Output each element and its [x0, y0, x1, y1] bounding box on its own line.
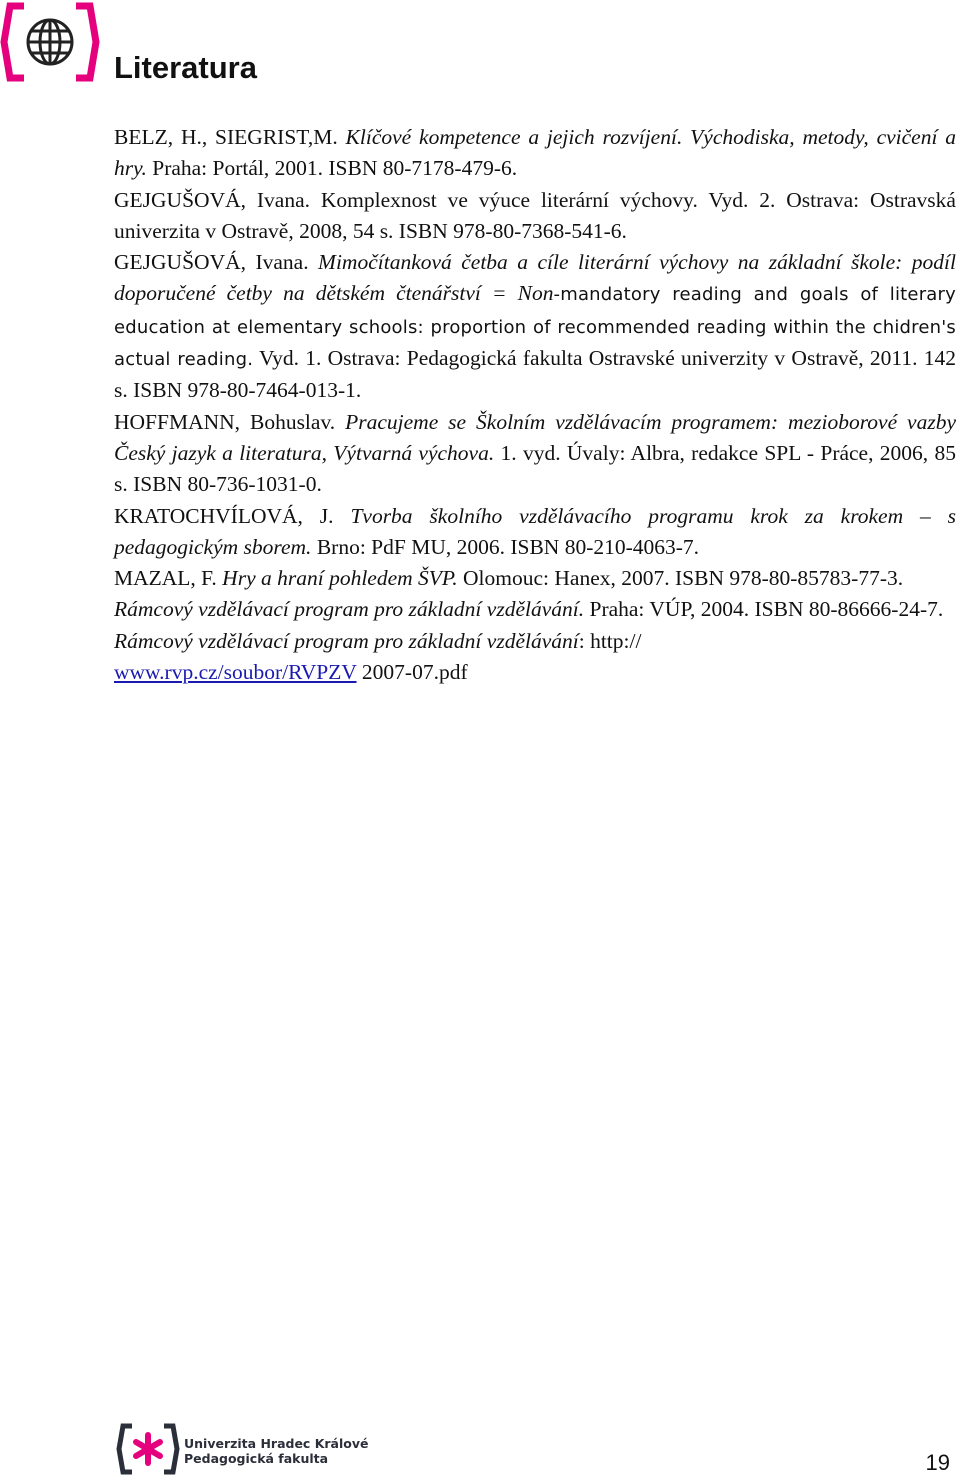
reference-title: Klíčové kompetence a jejich rozvíjení. Východiska, metody, cvičení a hry. [114, 125, 957, 181]
reference-authors: BELZ, H., SIEGRIST,M. [114, 125, 338, 149]
reference-item [114, 501, 956, 564]
page-title: Literatura [114, 50, 257, 85]
reference-authors: HOFFMANN, Bohuslav. [114, 409, 336, 434]
reference-item [114, 594, 956, 625]
reference-publication: Vyd. 2. Ostrava: Ostravská univerzita v Ostravě, 2008, 54 s. ISBN 978-80-7368-541-6. [114, 187, 956, 243]
reference-link[interactable]: www.rvp.cz/soubor/RVPZV [114, 660, 357, 685]
page-number: 19 [925, 1450, 950, 1475]
reference-publication: Praha: VÚP, 2004. ISBN 80-86666-24-7. [589, 597, 944, 622]
reference-item [114, 185, 956, 248]
footer-faculty: Pedagogická fakulta [184, 1451, 329, 1466]
reference-url-prefix: : http:// [578, 628, 642, 653]
reference-authors: GEJGUŠOVÁ, Ivana. [114, 250, 309, 275]
reference-title: Komplexnost ve výuce literární výchovy. [320, 187, 698, 212]
reference-item [114, 563, 956, 594]
reference-authors: MAZAL, F. [114, 566, 217, 591]
reference-publication: 1. vyd. Úvaly: Albra, redakce SPL - Práce, 2006, 85 s. ISBN 80-736-1031-0. [114, 440, 956, 497]
reference-title: Pracujeme se Školním vzdělávacím programem: mezioborové vazby Český jazyk a literatura, Výtvarná výchova. [114, 409, 956, 465]
reference-item [114, 407, 956, 501]
footer-university: Univerzita Hradec Králové [184, 1436, 369, 1451]
reference-title: Rámcový vzdělávací program pro základní vzdělávání. [114, 597, 585, 622]
reference-item [114, 626, 956, 689]
reference-publication: Olomouc: Hanex, 2007. ISBN 978-80-85783-77-3. [463, 566, 904, 591]
reference-authors: GEJGUŠOVÁ, Ivana. [114, 187, 310, 212]
reference-title-en: -mandatory reading and goals of literary education at elementary schools: proportion of recommended reading within the chidren's actual reading. [114, 284, 956, 371]
reference-authors: KRATOCHVÍLOVÁ, J. [114, 503, 334, 528]
reference-item [114, 122, 956, 185]
globe-bracket-logo-icon [0, 0, 100, 84]
reference-url-suffix: 2007-07.pdf [356, 660, 468, 685]
reference-item [114, 247, 956, 406]
asterisk-bracket-logo-icon [116, 1422, 180, 1476]
reference-list [114, 122, 956, 688]
reference-title: Mimočítanková četba a cíle literární výchovy na základní škole: podíl doporučené četby na dětském čtenářství = [114, 250, 956, 306]
reference-title: Hry a hraní pohledem ŠVP. [222, 566, 458, 591]
reference-publication: Brno: PdF MU, 2006. ISBN 80-210-4063-7. [316, 534, 700, 559]
reference-title: Tvorba školního vzdělávacího programu krok za krokem – s pedagogickým sborem. [114, 503, 956, 559]
reference-title-en-lead: Non [517, 281, 554, 306]
footer-institution [184, 1436, 368, 1466]
reference-publication: Vyd. 1. Ostrava: Pedagogická fakulta Ostravské univerzity v Ostravě, 2011. 142 s. ISBN 978-80-7464-013-1. [114, 346, 956, 403]
reference-publication: Praha: Portál, 2001. ISBN 80-7178-479-6. [152, 156, 518, 181]
reference-title: Rámcový vzdělávací program pro základní vzdělávání [114, 628, 579, 653]
